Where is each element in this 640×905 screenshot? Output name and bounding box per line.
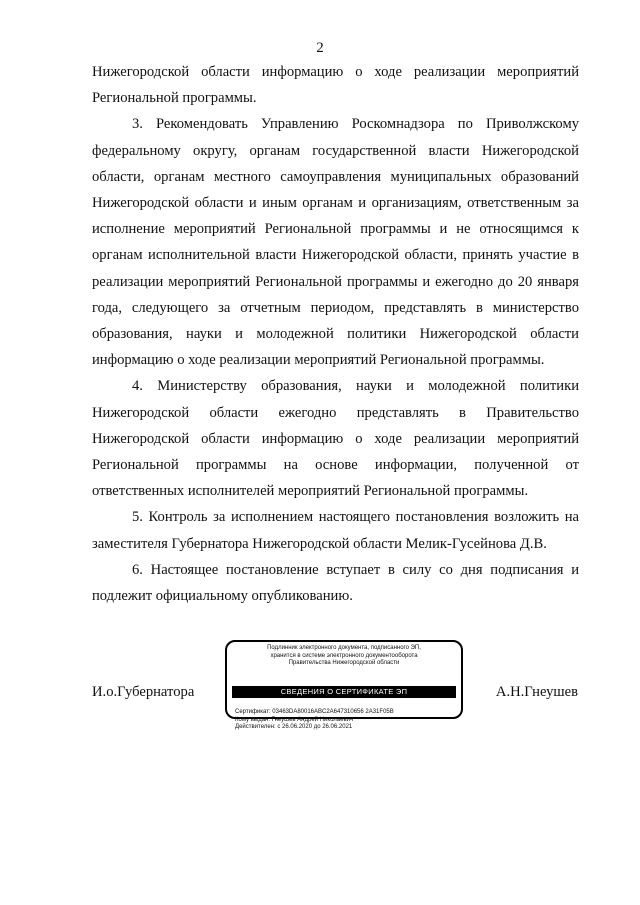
document-body	[92, 59, 579, 609]
stamp-header-line: Правительства Нижегородской области	[288, 660, 400, 667]
stamp-header-line: Подлинник электронного документа, подписанного ЭП,	[267, 645, 421, 651]
paragraph-continuation: Нижегородской области информацию о ходе реализации мероприятий Региональной программы.	[92, 64, 579, 107]
signatory-name: А.Н.Гнеушев	[495, 684, 578, 700]
paragraph-item-4: 4. Министерству образования, науки и молодежной политики Нижегородской области ежегодно представлять в Правительство Нижегородской области информацию о ходе реализации мероприятий Региональной программы на основе информации, полученной от ответственных исполнителей мероприятий Региональной программы.	[92, 378, 579, 500]
stamp-details	[235, 709, 459, 732]
certificate-owner: Кому выдан: Гнеушев Андрей Николаевич	[235, 716, 354, 723]
certificate-validity: Действителен: с 26.06.2020 до 26.06.2021	[235, 724, 353, 731]
paragraph-item-3: 3. Рекомендовать Управлению Роскомнадзора по Приволжскому федеральному округу, органам государственной власти Нижегородской области, органам местного самоуправления муниципальных образований Нижегородской области и иным органам и организациям, ответственным за исполнение мероприятий Региональной программы и не относящимся к органам исполнительной власти Нижегородской области, принять участие в реализации мероприятий Региональной программы и ежегодно до 20 января года, следующего за отчетным периодом, представлять в министерство образования, науки и молодежной политики Нижегородской области информацию о ходе реализации мероприятий Региональной программы.	[92, 116, 579, 369]
electronic-signature-stamp	[225, 640, 463, 731]
signatory-position: И.о.Губернатора	[92, 684, 195, 700]
certificate-serial: Сертификат: 03463DA80016ABC2A647310656 2A31F05B	[235, 709, 394, 715]
stamp-title: СВЕДЕНИЯ О СЕРТИФИКАТЕ ЭП	[232, 686, 456, 698]
page-number: 2	[316, 40, 324, 56]
paragraph-item-5: 5. Контроль за исполнением настоящего постановления возложить на заместителя Губернатора Нижегородской области Мелик-Гусейнова Д.В.	[92, 509, 579, 552]
paragraph-item-6: 6. Настоящее постановление вступает в силу со дня подписания и подлежит официальному опубликованию.	[92, 561, 579, 605]
stamp-header-line: хранится в системе электронного документооборота	[270, 652, 418, 659]
stamp-header	[233, 645, 455, 668]
